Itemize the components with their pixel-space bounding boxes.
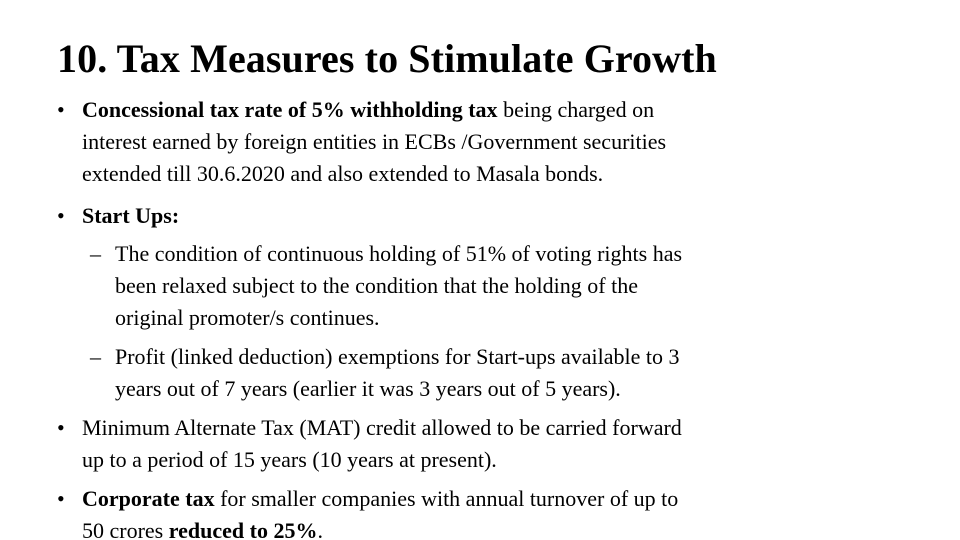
bullet-text [82, 412, 682, 476]
bullet-text [82, 483, 678, 540]
bullet-marker: • [57, 97, 65, 122]
bullet-marker: • [57, 415, 65, 440]
text-line: Profit (linked deduction) exemptions for Start-ups available to 3 [115, 344, 680, 369]
normal-text: 50 crores [82, 518, 169, 540]
text-line [82, 94, 666, 126]
text-line [82, 515, 678, 540]
slide-title: 10. Tax Measures to Stimulate Growth [57, 36, 717, 81]
dash-marker: – [90, 241, 101, 266]
dash-marker: – [90, 344, 101, 369]
bullet-text [115, 341, 680, 405]
text-line: Start Ups: [82, 203, 180, 228]
text-line: up to a period of 15 years (10 years at present). [82, 447, 497, 472]
bullet-marker: • [57, 203, 65, 228]
text-line: extended till 30.6.2020 and also extended to Masala bonds. [82, 161, 604, 186]
text-line: original promoter/s continues. [115, 305, 380, 330]
normal-text: for smaller companies with annual turnover of up to [214, 486, 679, 511]
normal-text: . [317, 518, 323, 540]
text-line: been relaxed subject to the condition that the holding of the [115, 273, 638, 298]
text-line: interest earned by foreign entities in ECBs /Government securities [82, 129, 667, 154]
bullet-text [82, 200, 179, 232]
bold-text: reduced to 25% [168, 518, 318, 540]
bold-text: Concessional tax rate of 5% withholding tax [82, 97, 498, 122]
text-line: Minimum Alternate Tax (MAT) credit allowed to be carried forward [82, 415, 682, 440]
normal-text: being charged on [497, 97, 655, 122]
bullet-text [115, 238, 682, 334]
text-line [82, 483, 678, 515]
text-line: years out of 7 years (earlier it was 3 years out of 5 years). [115, 376, 621, 401]
bullet-text [82, 94, 666, 190]
bullet-marker: • [57, 486, 65, 511]
text-line: The condition of continuous holding of 51% of voting rights has [115, 241, 683, 266]
bold-text: Corporate tax [82, 486, 215, 511]
